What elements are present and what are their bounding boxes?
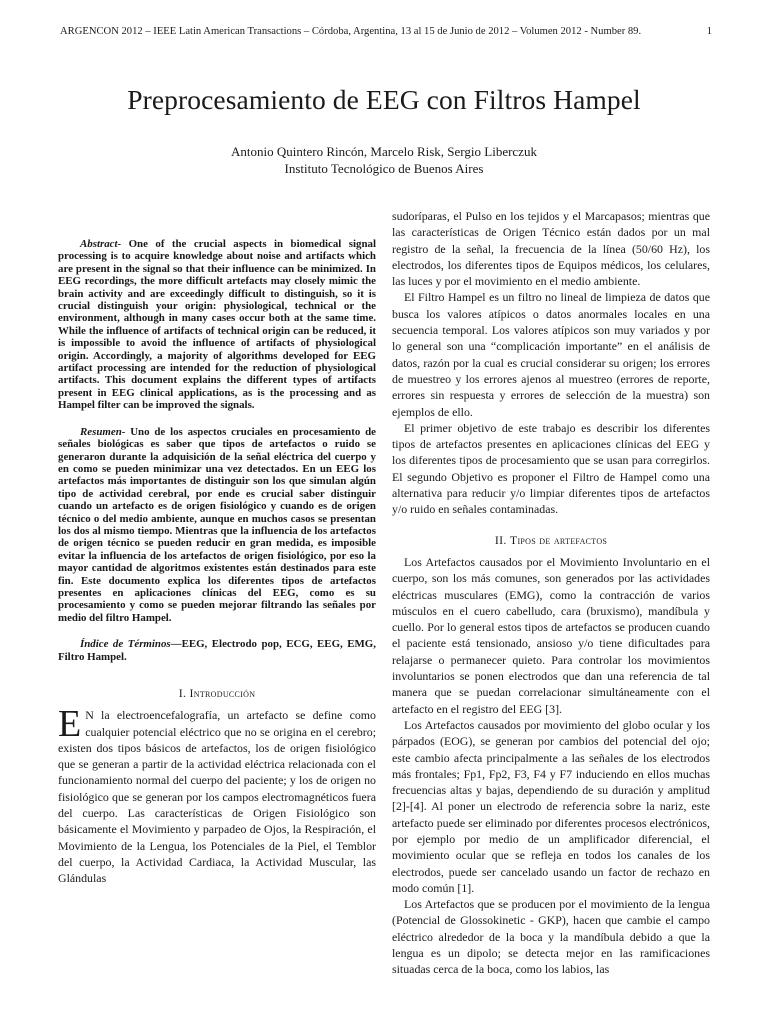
abstract-text: One of the crucial aspects in biomedical signal processing is to acquire knowledge about noise and artifacts which are present in the signal so that their influence can be minimized. In EEG recordings, the more difficult artefacts may closely mimic the brain activity and are exceedingly difficult to distinguish, so it is crucial distinguish your origin: physiological, technical or the environment, although in many cases occur both at the same time. While the influence of artifacts of technical origin can be reduced, it is impossible to avoid the influence of artifacts of physiological origin. Accordingly, a majority of algorithms developed for EEG artifact processing are intended for the reduction of physiological artifacts. This document explains the different types of artifacts present in EEG clinical applications, as is the processing and as Hampel filter can be improved the signals. [58,238,376,412]
intro-paragraph [58,703,376,886]
section-title: Tipos de artefactos [509,532,608,547]
authors: Antonio Quintero Rincón, Marcelo Risk, Sergio Liberczuk [231,144,537,159]
author-block [0,143,768,177]
objective-paragraph: El primer objetivo de este trabajo es describir los diferentes tipos de artefactos presentes en aplicaciones clínicas del EEG y los diferentes tipos de procesamiento que se usan para corregirlos. El segundo Objetivo es proponer el Filtro de Hampel como una alternativa para reducir y/o limpiar diferentes tipos de artefactos y/o ruido en señales contaminadas. [392,420,710,517]
resumen-lead: Resumen- [80,425,126,438]
index-terms-text: —EEG, Electrodo pop, ECG, EEG, EMG, Filtro Hampel. [58,638,376,663]
section-heading-intro [58,685,376,701]
paper-title: Preprocesamiento de EEG con Filtros Hampel [127,84,641,115]
page-number: 1 [706,26,712,37]
affiliation: Instituto Tecnológico de Buenos Aires [284,161,484,176]
hampel-paragraph: El Filtro Hampel es un filtro no lineal de limpieza de datos que busca los valores atípicos o datos anormales locales en una secuencia temporal. Los valores atípicos son muy variados y por lo general son una “complicación importante” en el análisis de datos, razón por la cual es crucial considerar su origen; los errores de muestreo y los errores ajenos al muestreo (errores de reporte, errores sin respuesta y errores de selección de la muestra) son ejemplos de ello. [392,290,710,419]
running-header [60,26,712,37]
section-title: Introducción [189,686,256,700]
section-number: I. [178,686,187,700]
intro-text: N la electroencefalografía, un artefacto se define como cualquier potencial eléctrico que no se origina en el cerebro; existen dos tipos básicos de artefactos, los de origen fisiológico que se generan a partir de la actividad eléctrica relacionada con el funcionamiento normal del cuerpo del paciente; y los de origen no fisiológico que se generan por los campos electromagnéticos fuera del cuerpo. Las características de Origen Fisiológico son básicamente el Movimiento y parpadeo de Ojos, la Respiración, el Movimiento de la Lengua, los Potenciales de la Piel, el Temblor del cuerpo, la Actividad Cardiaca, la Actividad Muscular, las Glándulas [58,708,376,886]
index-terms [58,638,376,663]
left-column [58,238,376,887]
continued-paragraph: sudoríparas, el Pulso en los tejidos y el Marcapasos; mientras que las características de Origen Técnico están dados por un mal registro de la señal, la frecuencia de la línea (50/60 Hz), los electrodos, los diferentes tipos de Equipos médicos, los celulares, las luces y por el movimiento en el medio ambiente. [392,209,710,289]
drop-cap: E [58,703,82,746]
index-terms-lead: Índice de Términos [80,638,171,651]
abstract [58,238,376,412]
running-header-text: ARGENCON 2012 – IEEE Latin American Transactions – Córdoba, Argentina, 13 al 15 de Junio de 2012 – Volumen 2012 - Number 89. [60,26,642,37]
section-heading-types [392,532,710,548]
right-column [392,208,710,978]
abstract-lead: Abstract- [80,238,122,250]
resumen [58,426,376,625]
section-number: II. [494,532,507,547]
emg-paragraph: Los Artefactos causados por el Movimiento Involuntario en el cuerpo, son los más comunes, son generados por las actividades eléctricas musculares (EMG), como la contracción de varios músculos en el cuero cabelludo, cara (bruxismo), mandíbula y cuello. Por lo general estos tipos de artefactos se producen cuando el paciente está tensionado, ansioso y/o tiene dificultades para relajarse o permanecer quieto. Para controlar los movimientos involuntarios se ponen electrodos que dan una referencia de tal manera que se puedan correlacionar simultáneamente con el artefacto en el registro del EEG [3]. [392,554,710,716]
gkp-paragraph: Los Artefactos que se producen por el movimiento de la lengua (Potencial de Glossokinetic - GKP), hacen que cambie el campo eléctrico alrededor de la boca y la mandíbula debido a que la lengua es un dipolo; se detecta mejor en las ramificaciones situadas cerca de la boca, como los labios, las [392,897,710,977]
eog-paragraph: Los Artefactos causados por movimiento del globo ocular y los párpados (EOG), se generan por cambios del potencial del ojo; este cambio afecta principalmente a las señales de los electrodos más frontales; Fp1, Fp2, F3, F4 y F7 induciendo en ellos muchas frecuencias altas y bajas, dependiendo de su duración y amplitud [2]-[4]. Al poner un electrodo de referencia sobre la nariz, este artefacto puede ser eliminado por diferentes procesos electrónicos, por ejemplo por medio de un amplificador diferencial, el movimiento ocular que se refleja en todos los canales de los electrodos, puede ser cancelado usando un factor de rechazo en modo común [1]. [392,717,710,895]
resumen-text: Uno de los aspectos cruciales en procesamiento de señales biológicas es saber que tipos de artefactos o ruido se generaron durante la adquisición de la señal eléctrica del cuerpo y en como se pueden minimizar una vez detectados. En un EEG los artefactos más importantes de distinguir son los que simulan algún tipo de actividad cerebral, por ende es crucial saber distinguir cuando un artefacto es de origen fisiológico y cuando es de origen técnico o del medio ambiente, aunque en muchos casos se presentan los dos al mismo tiempo. Mientras que la influencia de los artefactos de origen técnico se pueden reducir en gran medida, es imposible evitar la influencia de los artefactos de origen fisiológico, por eso la mayor cantidad de algoritmos existentes están destinados para este fin. Este documento explica los diferentes tipos de artefactos presentes en aplicaciones clínicas del EEG, como es su procesamiento y como se pueden mejorar filtrando las señales por medio del filtro Hampel. [58,425,376,624]
